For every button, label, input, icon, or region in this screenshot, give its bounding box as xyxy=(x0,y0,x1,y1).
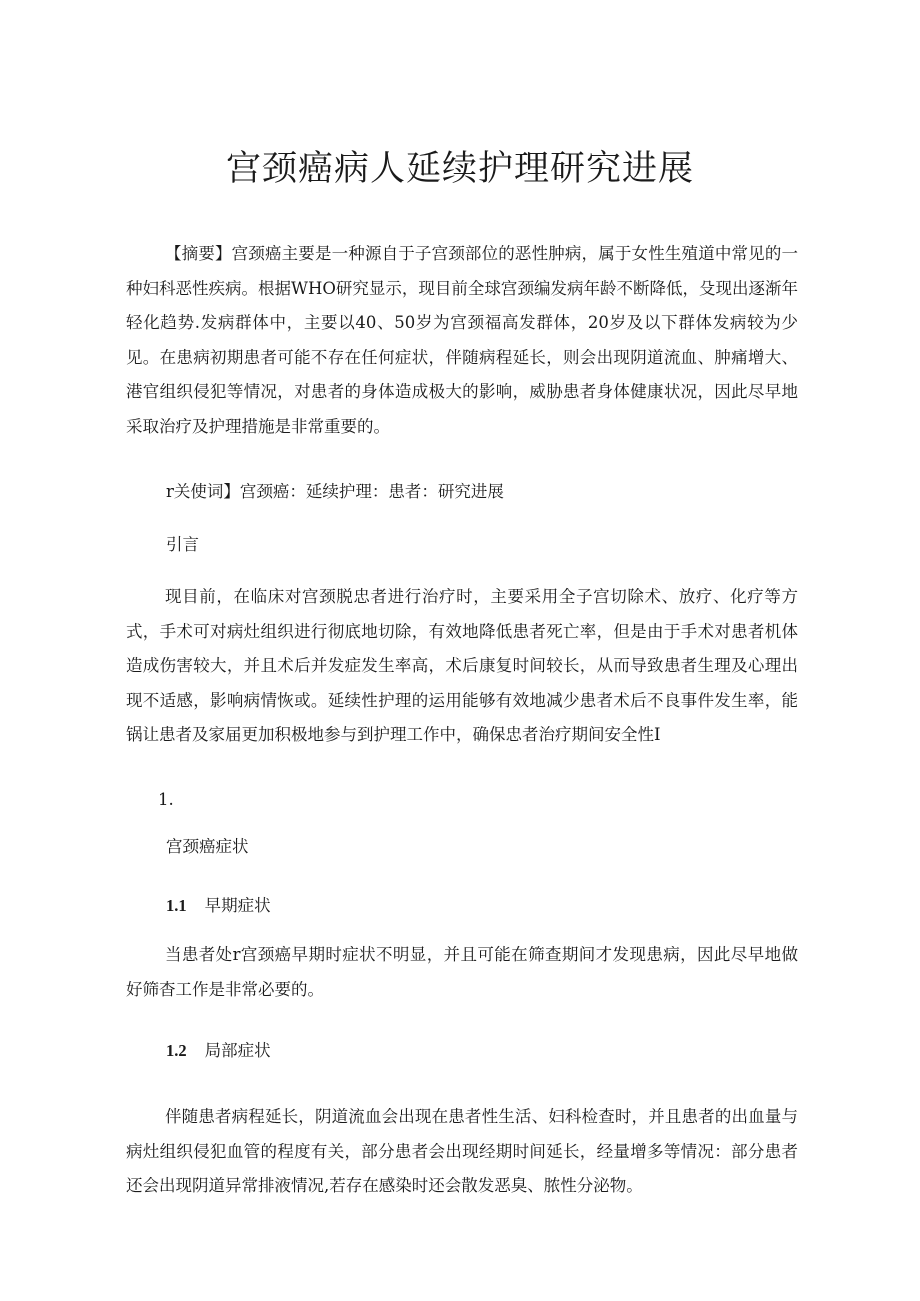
subsection-1-1-paragraph: 当患者处r宫颈癌早期时症状不明显，并且可能在筛查期间才发现患病，因此尽早地做好筛杳工作是非常必要的。 xyxy=(126,945,798,999)
abstract-paragraph: 【摘要】宫颈癌主要是一种源自于子宫颈部位的恶性肿病，属于女性生殖道中常见的一种妇科恶性疾病。根据WHO研究显示，现目前全球宫颈编发病年龄不断降低，殳现出逐渐年轻化趋势.发病群体中，主要以40、50岁为宫颈福高发群体，20岁及以下群体发病较为少见。在患病初期患者可能不存在任何症状，伴随病程延长，则会出现阴道流血、肿痛增大、港官组织侵犯等情况，对患者的身体造成极大的影响，威胁患者身体健康状况，因此尽早地采取治疗及护理措施是非常重要的。 xyxy=(126,244,798,436)
subsection-1-1-number: 1.1 xyxy=(166,896,187,915)
intro-paragraph: 现目前，在临床对宫颈脱忠者进行治疗时，主要采用全子宫切除术、放疗、化疗等方式，手术可对病灶组织进行彻底地切除，有效地降低患者死亡率，但是由于手术对患者机体造成伤害较大，并且术后并发症发生率高，术后康复时间较长，从而导致患者生理及心理出现不适感，影响病情恢或。延续性护理的运用能够有效地减少患者术后不良事件发生率，能锅让患者及家届更加积极地参与到护理工作中，确保忠者治疗期间安全性I xyxy=(126,587,798,744)
subsection-1-2-number: 1.2 xyxy=(166,1041,187,1060)
subsection-1-2-title: 局部症状 xyxy=(204,1041,271,1060)
document-title: 宫颈癌病人延续护理研究进展 xyxy=(225,149,694,189)
intro-heading: 引言 xyxy=(166,535,199,554)
keywords-line: r关使词】宫颈癌：延续护理：患者：研究进展 xyxy=(166,482,504,501)
subsection-1-2-heading xyxy=(166,1036,271,1066)
subsection-1-1-title: 早期症状 xyxy=(204,896,271,915)
subsection-1-1-heading xyxy=(166,891,271,921)
section-1-number: 1. xyxy=(158,790,174,809)
section-1-title: 宫颈癌症状 xyxy=(166,837,249,856)
subsection-1-2-paragraph: 伴随患者病程延长，阴道流血会出现在患者性生活、妇科检查时，并且患者的出血量与病灶组织侵犯血管的程度有关，部分患者会出现经期时间延长，经量增多等情况：部分患者还会出现阴道异常排液情况,若存在感染时还会散发恶臭、脓性分泌物。 xyxy=(126,1107,798,1195)
